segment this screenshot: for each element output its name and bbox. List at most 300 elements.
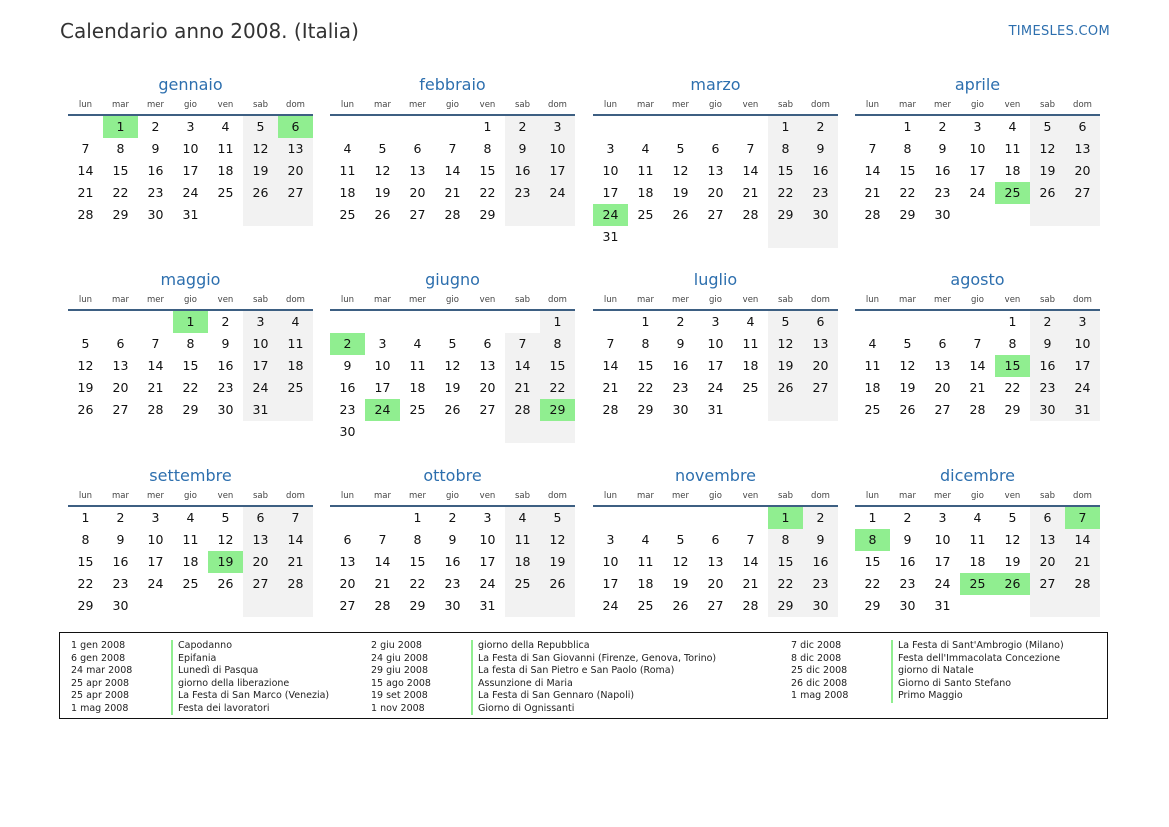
day-cell: 27 bbox=[409, 207, 426, 222]
weekday-label: ven bbox=[479, 100, 496, 110]
month-name: maggio bbox=[160, 270, 221, 289]
day-cell: 27 bbox=[479, 402, 496, 417]
day-cell: 9 bbox=[221, 336, 230, 351]
day-cell: 1 bbox=[768, 116, 803, 138]
day-cell: 3 bbox=[711, 314, 720, 329]
weekday-label: lun bbox=[78, 491, 93, 501]
day-cell: 17 bbox=[540, 160, 575, 182]
day-cell: 6 bbox=[711, 532, 720, 547]
day-cell: 27 bbox=[278, 182, 313, 204]
day-grid bbox=[855, 507, 1100, 617]
holiday-name: Capodanno bbox=[171, 640, 232, 653]
day-cell: 10 bbox=[1065, 333, 1100, 355]
day-cell: 21 bbox=[278, 551, 313, 573]
empty-cell bbox=[960, 595, 995, 617]
day-cell: 8 bbox=[1008, 336, 1017, 351]
day-cell: 28 bbox=[147, 402, 164, 417]
day-cell: 28 bbox=[742, 207, 759, 222]
day-cell: 30 bbox=[147, 207, 164, 222]
day-cell: 21 bbox=[969, 380, 986, 395]
day-cell: 16 bbox=[217, 358, 234, 373]
weekday-label: dom bbox=[1073, 491, 1092, 501]
weekday-label: mar bbox=[374, 491, 391, 501]
day-cell: 12 bbox=[672, 163, 689, 178]
day-cell: 7 bbox=[278, 507, 313, 529]
day-cell: 2 bbox=[938, 119, 947, 134]
weekday-label: lun bbox=[78, 100, 93, 110]
day-grid bbox=[68, 507, 313, 617]
day-cell: 13 bbox=[1065, 138, 1100, 160]
day-cell: 1 bbox=[103, 116, 138, 138]
weekday-label: lun bbox=[78, 295, 93, 305]
day-cell: 27 bbox=[243, 573, 278, 595]
day-cell: 31 bbox=[182, 207, 199, 222]
day-cell: 18 bbox=[278, 355, 313, 377]
empty-cell bbox=[593, 311, 628, 333]
day-cell: 31 bbox=[479, 598, 496, 613]
day-cell: 13 bbox=[707, 554, 724, 569]
weekday-label: sab bbox=[1039, 100, 1056, 110]
weekday-label: dom bbox=[548, 491, 567, 501]
day-cell: 18 bbox=[969, 554, 986, 569]
day-cell: 25 bbox=[182, 576, 199, 591]
weekday-label: dom bbox=[811, 100, 830, 110]
day-cell: 18 bbox=[182, 554, 199, 569]
weekday-label: ven bbox=[479, 491, 496, 501]
empty-cell bbox=[365, 507, 400, 529]
day-cell: 12 bbox=[444, 358, 461, 373]
weekday-label: lun bbox=[865, 100, 880, 110]
holiday-name: La Festa di San Giovanni (Firenze, Genova, Torino) bbox=[471, 653, 716, 666]
empty-cell bbox=[628, 507, 663, 529]
day-cell: 27 bbox=[1030, 573, 1065, 595]
day-cell: 13 bbox=[339, 554, 356, 569]
month-name: ottobre bbox=[423, 466, 482, 485]
day-cell: 15 bbox=[768, 160, 803, 182]
month-aprile bbox=[855, 71, 1100, 226]
day-cell: 23 bbox=[217, 380, 234, 395]
day-cell: 26 bbox=[768, 377, 803, 399]
day-cell: 6 bbox=[1030, 507, 1065, 529]
weekday-header bbox=[330, 488, 575, 507]
day-cell: 27 bbox=[339, 598, 356, 613]
day-cell: 26 bbox=[374, 207, 391, 222]
weekday-label: mer bbox=[671, 295, 689, 305]
weekday-label: mar bbox=[374, 100, 391, 110]
weekday-label: sab bbox=[252, 295, 269, 305]
empty-cell bbox=[365, 421, 400, 443]
day-cell: 5 bbox=[540, 507, 575, 529]
day-cell: 23 bbox=[672, 380, 689, 395]
day-cell: 6 bbox=[278, 116, 313, 138]
holiday-date: 2 giu 2008 bbox=[371, 640, 422, 651]
weekday-label: lun bbox=[340, 295, 355, 305]
day-cell: 11 bbox=[637, 163, 654, 178]
day-cell: 25 bbox=[637, 207, 654, 222]
day-cell: 1 bbox=[868, 510, 877, 525]
day-cell: 24 bbox=[707, 380, 724, 395]
day-cell: 9 bbox=[938, 141, 947, 156]
empty-cell bbox=[960, 311, 995, 333]
month-luglio bbox=[593, 266, 838, 421]
day-cell: 1 bbox=[413, 510, 422, 525]
day-cell: 12 bbox=[768, 333, 803, 355]
weekday-label: mer bbox=[408, 100, 426, 110]
holiday-date: 1 mag 2008 bbox=[71, 702, 129, 714]
day-cell: 30 bbox=[217, 402, 234, 417]
day-cell: 22 bbox=[1004, 380, 1021, 395]
weekday-label: gio bbox=[184, 295, 197, 305]
day-cell: 7 bbox=[505, 333, 540, 355]
legend-row bbox=[371, 653, 716, 666]
month-novembre bbox=[593, 462, 838, 617]
empty-cell bbox=[435, 311, 470, 333]
weekday-header bbox=[68, 97, 313, 116]
weekday-label: dom bbox=[286, 295, 305, 305]
day-cell: 4 bbox=[1008, 119, 1017, 134]
holiday-date: 24 mar 2008 bbox=[71, 665, 133, 676]
day-cell: 19 bbox=[672, 576, 689, 591]
empty-cell bbox=[540, 421, 575, 443]
day-cell: 19 bbox=[208, 551, 243, 573]
day-cell: 3 bbox=[151, 510, 160, 525]
day-cell: 12 bbox=[1004, 532, 1021, 547]
day-cell: 6 bbox=[343, 532, 352, 547]
holiday-date: 1 gen 2008 bbox=[71, 640, 126, 651]
day-cell: 30 bbox=[1030, 399, 1065, 421]
day-cell: 20 bbox=[803, 355, 838, 377]
weekday-label: lun bbox=[603, 491, 618, 501]
empty-cell bbox=[330, 311, 365, 333]
day-cell: 11 bbox=[1004, 141, 1021, 156]
day-cell: 1 bbox=[641, 314, 650, 329]
holiday-name: Festa dell'Immacolata Concezione bbox=[891, 653, 1060, 666]
day-cell: 8 bbox=[768, 138, 803, 160]
day-cell: 4 bbox=[278, 311, 313, 333]
holiday-name: La festa di San Pietro e San Paolo (Roma) bbox=[471, 665, 674, 678]
day-cell: 16 bbox=[444, 554, 461, 569]
empty-cell bbox=[628, 116, 663, 138]
legend-row bbox=[71, 703, 329, 716]
day-cell: 7 bbox=[81, 141, 90, 156]
day-cell: 8 bbox=[768, 529, 803, 551]
weekday-label: mar bbox=[374, 295, 391, 305]
day-cell: 15 bbox=[637, 358, 654, 373]
weekday-label: ven bbox=[742, 100, 759, 110]
day-cell: 29 bbox=[77, 598, 94, 613]
day-cell: 27 bbox=[707, 207, 724, 222]
day-cell: 21 bbox=[1065, 551, 1100, 573]
empty-cell bbox=[768, 226, 803, 248]
day-cell: 4 bbox=[868, 336, 877, 351]
day-cell: 4 bbox=[746, 314, 755, 329]
day-cell: 11 bbox=[637, 554, 654, 569]
weekday-label: lun bbox=[340, 100, 355, 110]
day-cell: 20 bbox=[243, 551, 278, 573]
weekday-label: dom bbox=[811, 295, 830, 305]
weekday-label: gio bbox=[184, 491, 197, 501]
weekday-label: mer bbox=[146, 100, 164, 110]
weekday-label: gio bbox=[446, 100, 459, 110]
day-cell: 3 bbox=[938, 510, 947, 525]
empty-cell bbox=[365, 311, 400, 333]
day-cell: 9 bbox=[343, 358, 352, 373]
weekday-label: mar bbox=[112, 100, 129, 110]
day-cell: 14 bbox=[505, 355, 540, 377]
day-cell: 9 bbox=[676, 336, 685, 351]
day-grid bbox=[330, 116, 575, 226]
weekday-label: gio bbox=[971, 295, 984, 305]
day-cell: 14 bbox=[969, 358, 986, 373]
site-link[interactable]: TIMESLES.COM bbox=[1008, 24, 1110, 39]
day-cell: 16 bbox=[803, 160, 838, 182]
weekday-header bbox=[593, 97, 838, 116]
day-cell: 30 bbox=[339, 424, 356, 439]
day-cell: 23 bbox=[444, 576, 461, 591]
day-cell: 11 bbox=[969, 532, 986, 547]
day-cell: 24 bbox=[147, 576, 164, 591]
day-cell: 18 bbox=[409, 380, 426, 395]
empty-cell bbox=[698, 116, 733, 138]
day-cell: 22 bbox=[899, 185, 916, 200]
day-cell: 4 bbox=[186, 510, 195, 525]
day-cell: 19 bbox=[77, 380, 94, 395]
day-cell: 4 bbox=[221, 119, 230, 134]
day-cell: 15 bbox=[995, 355, 1030, 377]
day-cell: 20 bbox=[707, 185, 724, 200]
empty-cell bbox=[628, 226, 663, 248]
day-cell: 27 bbox=[707, 598, 724, 613]
day-cell: 23 bbox=[934, 185, 951, 200]
empty-cell bbox=[733, 399, 768, 421]
day-cell: 5 bbox=[676, 141, 685, 156]
day-cell: 13 bbox=[934, 358, 951, 373]
holiday-date: 29 giu 2008 bbox=[371, 665, 428, 676]
day-cell: 22 bbox=[479, 185, 496, 200]
empty-cell bbox=[855, 116, 890, 138]
holiday-date: 26 dic 2008 bbox=[791, 677, 848, 689]
day-cell: 21 bbox=[505, 377, 540, 399]
day-cell: 25 bbox=[995, 182, 1030, 204]
day-cell: 5 bbox=[1030, 116, 1065, 138]
weekday-label: dom bbox=[286, 491, 305, 501]
day-cell: 31 bbox=[1065, 399, 1100, 421]
day-cell: 18 bbox=[217, 163, 234, 178]
weekday-label: mar bbox=[899, 295, 916, 305]
day-grid bbox=[593, 311, 838, 421]
day-cell: 23 bbox=[505, 182, 540, 204]
day-cell: 4 bbox=[343, 141, 352, 156]
day-cell: 20 bbox=[479, 380, 496, 395]
day-cell: 22 bbox=[182, 380, 199, 395]
day-cell: 17 bbox=[1065, 355, 1100, 377]
weekday-label: dom bbox=[548, 295, 567, 305]
day-cell: 13 bbox=[112, 358, 129, 373]
day-cell: 6 bbox=[243, 507, 278, 529]
day-cell: 25 bbox=[864, 402, 881, 417]
day-cell: 27 bbox=[934, 402, 951, 417]
day-cell: 21 bbox=[742, 185, 759, 200]
day-cell: 7 bbox=[151, 336, 160, 351]
day-cell: 20 bbox=[707, 576, 724, 591]
day-cell: 28 bbox=[278, 573, 313, 595]
empty-cell bbox=[243, 204, 278, 226]
day-cell: 5 bbox=[243, 116, 278, 138]
day-cell: 11 bbox=[864, 358, 881, 373]
empty-cell bbox=[593, 116, 628, 138]
legend-row bbox=[791, 678, 1064, 691]
day-cell: 12 bbox=[243, 138, 278, 160]
empty-cell bbox=[925, 311, 960, 333]
day-cell: 28 bbox=[505, 399, 540, 421]
day-cell: 20 bbox=[934, 380, 951, 395]
day-cell: 16 bbox=[934, 163, 951, 178]
legend-row bbox=[791, 665, 1064, 678]
weekday-label: gio bbox=[446, 295, 459, 305]
weekday-label: ven bbox=[217, 100, 234, 110]
day-cell: 28 bbox=[864, 207, 881, 222]
weekday-label: mar bbox=[112, 295, 129, 305]
day-cell: 13 bbox=[243, 529, 278, 551]
day-cell: 2 bbox=[505, 116, 540, 138]
month-ottobre bbox=[330, 462, 575, 617]
day-cell: 29 bbox=[899, 207, 916, 222]
day-cell: 29 bbox=[637, 402, 654, 417]
day-cell: 26 bbox=[243, 182, 278, 204]
day-cell: 5 bbox=[448, 336, 457, 351]
day-cell: 5 bbox=[676, 532, 685, 547]
day-cell: 3 bbox=[243, 311, 278, 333]
day-cell: 13 bbox=[707, 163, 724, 178]
day-cell: 16 bbox=[112, 554, 129, 569]
weekday-label: mar bbox=[637, 295, 654, 305]
empty-cell bbox=[593, 507, 628, 529]
day-cell: 1 bbox=[903, 119, 912, 134]
day-cell: 11 bbox=[217, 141, 234, 156]
weekday-label: ven bbox=[217, 491, 234, 501]
day-cell: 17 bbox=[934, 554, 951, 569]
empty-cell bbox=[435, 421, 470, 443]
day-cell: 15 bbox=[479, 163, 496, 178]
weekday-label: gio bbox=[709, 100, 722, 110]
holiday-date: 1 nov 2008 bbox=[371, 702, 425, 714]
day-grid bbox=[68, 311, 313, 421]
weekday-label: sab bbox=[514, 491, 531, 501]
day-cell: 2 bbox=[1030, 311, 1065, 333]
day-cell: 10 bbox=[934, 532, 951, 547]
day-cell: 11 bbox=[505, 529, 540, 551]
day-cell: 3 bbox=[483, 510, 492, 525]
legend-row bbox=[371, 690, 716, 703]
empty-cell bbox=[278, 399, 313, 421]
day-cell: 30 bbox=[672, 402, 689, 417]
day-cell: 20 bbox=[339, 576, 356, 591]
day-cell: 17 bbox=[707, 358, 724, 373]
day-cell: 14 bbox=[444, 163, 461, 178]
holiday-name: giorno della liberazione bbox=[171, 678, 289, 691]
day-cell: 22 bbox=[768, 573, 803, 595]
day-cell: 4 bbox=[413, 336, 422, 351]
weekday-label: sab bbox=[252, 491, 269, 501]
weekday-label: ven bbox=[1004, 491, 1021, 501]
day-cell: 29 bbox=[1004, 402, 1021, 417]
day-cell: 14 bbox=[147, 358, 164, 373]
day-cell: 10 bbox=[374, 358, 391, 373]
month-name: gennaio bbox=[158, 75, 223, 94]
month-marzo bbox=[593, 71, 838, 248]
holiday-date: 15 ago 2008 bbox=[371, 677, 431, 689]
day-cell: 24 bbox=[365, 399, 400, 421]
day-cell: 29 bbox=[864, 598, 881, 613]
day-cell: 22 bbox=[409, 576, 426, 591]
day-cell: 18 bbox=[864, 380, 881, 395]
weekday-header bbox=[855, 97, 1100, 116]
empty-cell bbox=[505, 595, 540, 617]
weekday-label: lun bbox=[340, 491, 355, 501]
weekday-header bbox=[855, 488, 1100, 507]
day-cell: 11 bbox=[182, 532, 199, 547]
weekday-label: sab bbox=[777, 491, 794, 501]
day-cell: 7 bbox=[448, 141, 457, 156]
day-cell: 27 bbox=[1065, 182, 1100, 204]
day-cell: 26 bbox=[672, 598, 689, 613]
holiday-name: Epifania bbox=[171, 653, 216, 666]
month-name: dicembre bbox=[939, 466, 1016, 485]
day-cell: 28 bbox=[77, 207, 94, 222]
day-cell: 20 bbox=[409, 185, 426, 200]
day-cell: 30 bbox=[803, 595, 838, 617]
day-cell: 9 bbox=[151, 141, 160, 156]
weekday-label: ven bbox=[1004, 100, 1021, 110]
weekday-label: gio bbox=[971, 491, 984, 501]
legend-row bbox=[791, 690, 1064, 703]
day-cell: 29 bbox=[768, 204, 803, 226]
legend-column bbox=[71, 640, 329, 715]
legend-row bbox=[71, 690, 329, 703]
month-dicembre bbox=[855, 462, 1100, 617]
day-cell: 14 bbox=[742, 163, 759, 178]
day-cell: 9 bbox=[116, 532, 125, 547]
day-cell: 7 bbox=[868, 141, 877, 156]
holiday-date: 19 set 2008 bbox=[371, 690, 428, 701]
month-name: luglio bbox=[693, 270, 738, 289]
day-grid bbox=[593, 507, 838, 617]
day-cell: 13 bbox=[278, 138, 313, 160]
day-cell: 30 bbox=[803, 204, 838, 226]
empty-cell bbox=[278, 595, 313, 617]
day-grid bbox=[330, 507, 575, 617]
day-cell: 9 bbox=[505, 138, 540, 160]
empty-cell bbox=[103, 311, 138, 333]
holiday-name: Festa dei lavoratori bbox=[171, 703, 270, 716]
day-cell: 24 bbox=[934, 576, 951, 591]
empty-cell bbox=[68, 116, 103, 138]
day-cell: 24 bbox=[243, 377, 278, 399]
day-cell: 26 bbox=[77, 402, 94, 417]
day-cell: 15 bbox=[182, 358, 199, 373]
day-cell: 6 bbox=[413, 141, 422, 156]
weekday-label: dom bbox=[1073, 295, 1092, 305]
empty-cell bbox=[960, 204, 995, 226]
holiday-name: giorno della Repubblica bbox=[471, 640, 590, 653]
day-cell: 1 bbox=[173, 311, 208, 333]
day-cell: 3 bbox=[1065, 311, 1100, 333]
weekday-label: mer bbox=[933, 491, 951, 501]
day-cell: 25 bbox=[742, 380, 759, 395]
weekday-label: sab bbox=[514, 295, 531, 305]
empty-cell bbox=[470, 421, 505, 443]
weekday-label: mar bbox=[112, 491, 129, 501]
